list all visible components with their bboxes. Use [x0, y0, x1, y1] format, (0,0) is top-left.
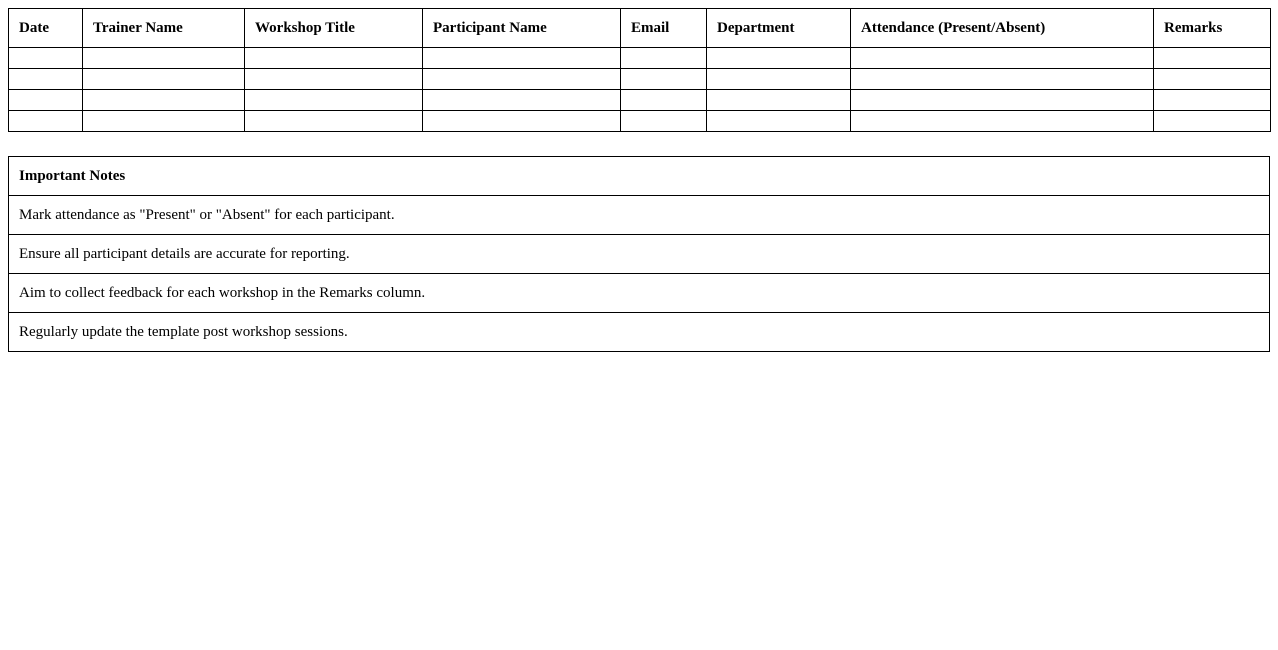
table-cell[interactable] [707, 90, 851, 111]
table-cell[interactable] [707, 69, 851, 90]
header-department: Department [707, 9, 851, 48]
list-item [9, 313, 1270, 352]
table-cell[interactable] [707, 48, 851, 69]
table-cell[interactable] [83, 69, 245, 90]
table-row [9, 90, 1271, 111]
header-trainer-name: Trainer Name [83, 9, 245, 48]
table-cell[interactable] [245, 90, 423, 111]
table-cell[interactable] [621, 69, 707, 90]
table-cell[interactable] [1154, 111, 1271, 132]
header-attendance: Attendance (Present/Absent) [851, 9, 1154, 48]
table-cell[interactable] [83, 90, 245, 111]
notes-header-row [9, 157, 1270, 196]
table-cell[interactable] [423, 48, 621, 69]
table-cell[interactable] [9, 69, 83, 90]
notes-table [8, 156, 1270, 352]
table-cell[interactable] [423, 90, 621, 111]
header-email: Email [621, 9, 707, 48]
attendance-table [8, 8, 1271, 132]
table-cell[interactable] [621, 90, 707, 111]
note-text: Aim to collect feedback for each workshop in the Remarks column. [9, 274, 1270, 313]
table-row [9, 111, 1271, 132]
notes-title: Important Notes [9, 157, 1270, 196]
table-cell[interactable] [83, 111, 245, 132]
table-cell[interactable] [9, 48, 83, 69]
note-text: Regularly update the template post workshop sessions. [9, 313, 1270, 352]
table-cell[interactable] [851, 48, 1154, 69]
header-participant-name: Participant Name [423, 9, 621, 48]
table-cell[interactable] [621, 111, 707, 132]
table-cell[interactable] [851, 90, 1154, 111]
table-cell[interactable] [245, 48, 423, 69]
table-cell[interactable] [245, 69, 423, 90]
note-text: Mark attendance as "Present" or "Absent" for each participant. [9, 196, 1270, 235]
header-date: Date [9, 9, 83, 48]
header-remarks: Remarks [1154, 9, 1271, 48]
table-cell[interactable] [621, 48, 707, 69]
table-cell[interactable] [851, 69, 1154, 90]
table-header-row [9, 9, 1271, 48]
list-item [9, 274, 1270, 313]
header-workshop-title: Workshop Title [245, 9, 423, 48]
table-cell[interactable] [707, 111, 851, 132]
table-cell[interactable] [1154, 69, 1271, 90]
table-cell[interactable] [1154, 90, 1271, 111]
table-cell[interactable] [851, 111, 1154, 132]
table-cell[interactable] [423, 69, 621, 90]
table-cell[interactable] [83, 48, 245, 69]
table-row [9, 48, 1271, 69]
table-row [9, 69, 1271, 90]
table-cell[interactable] [423, 111, 621, 132]
table-cell[interactable] [1154, 48, 1271, 69]
list-item [9, 235, 1270, 274]
list-item [9, 196, 1270, 235]
table-cell[interactable] [9, 90, 83, 111]
note-text: Ensure all participant details are accurate for reporting. [9, 235, 1270, 274]
table-cell[interactable] [9, 111, 83, 132]
table-cell[interactable] [245, 111, 423, 132]
